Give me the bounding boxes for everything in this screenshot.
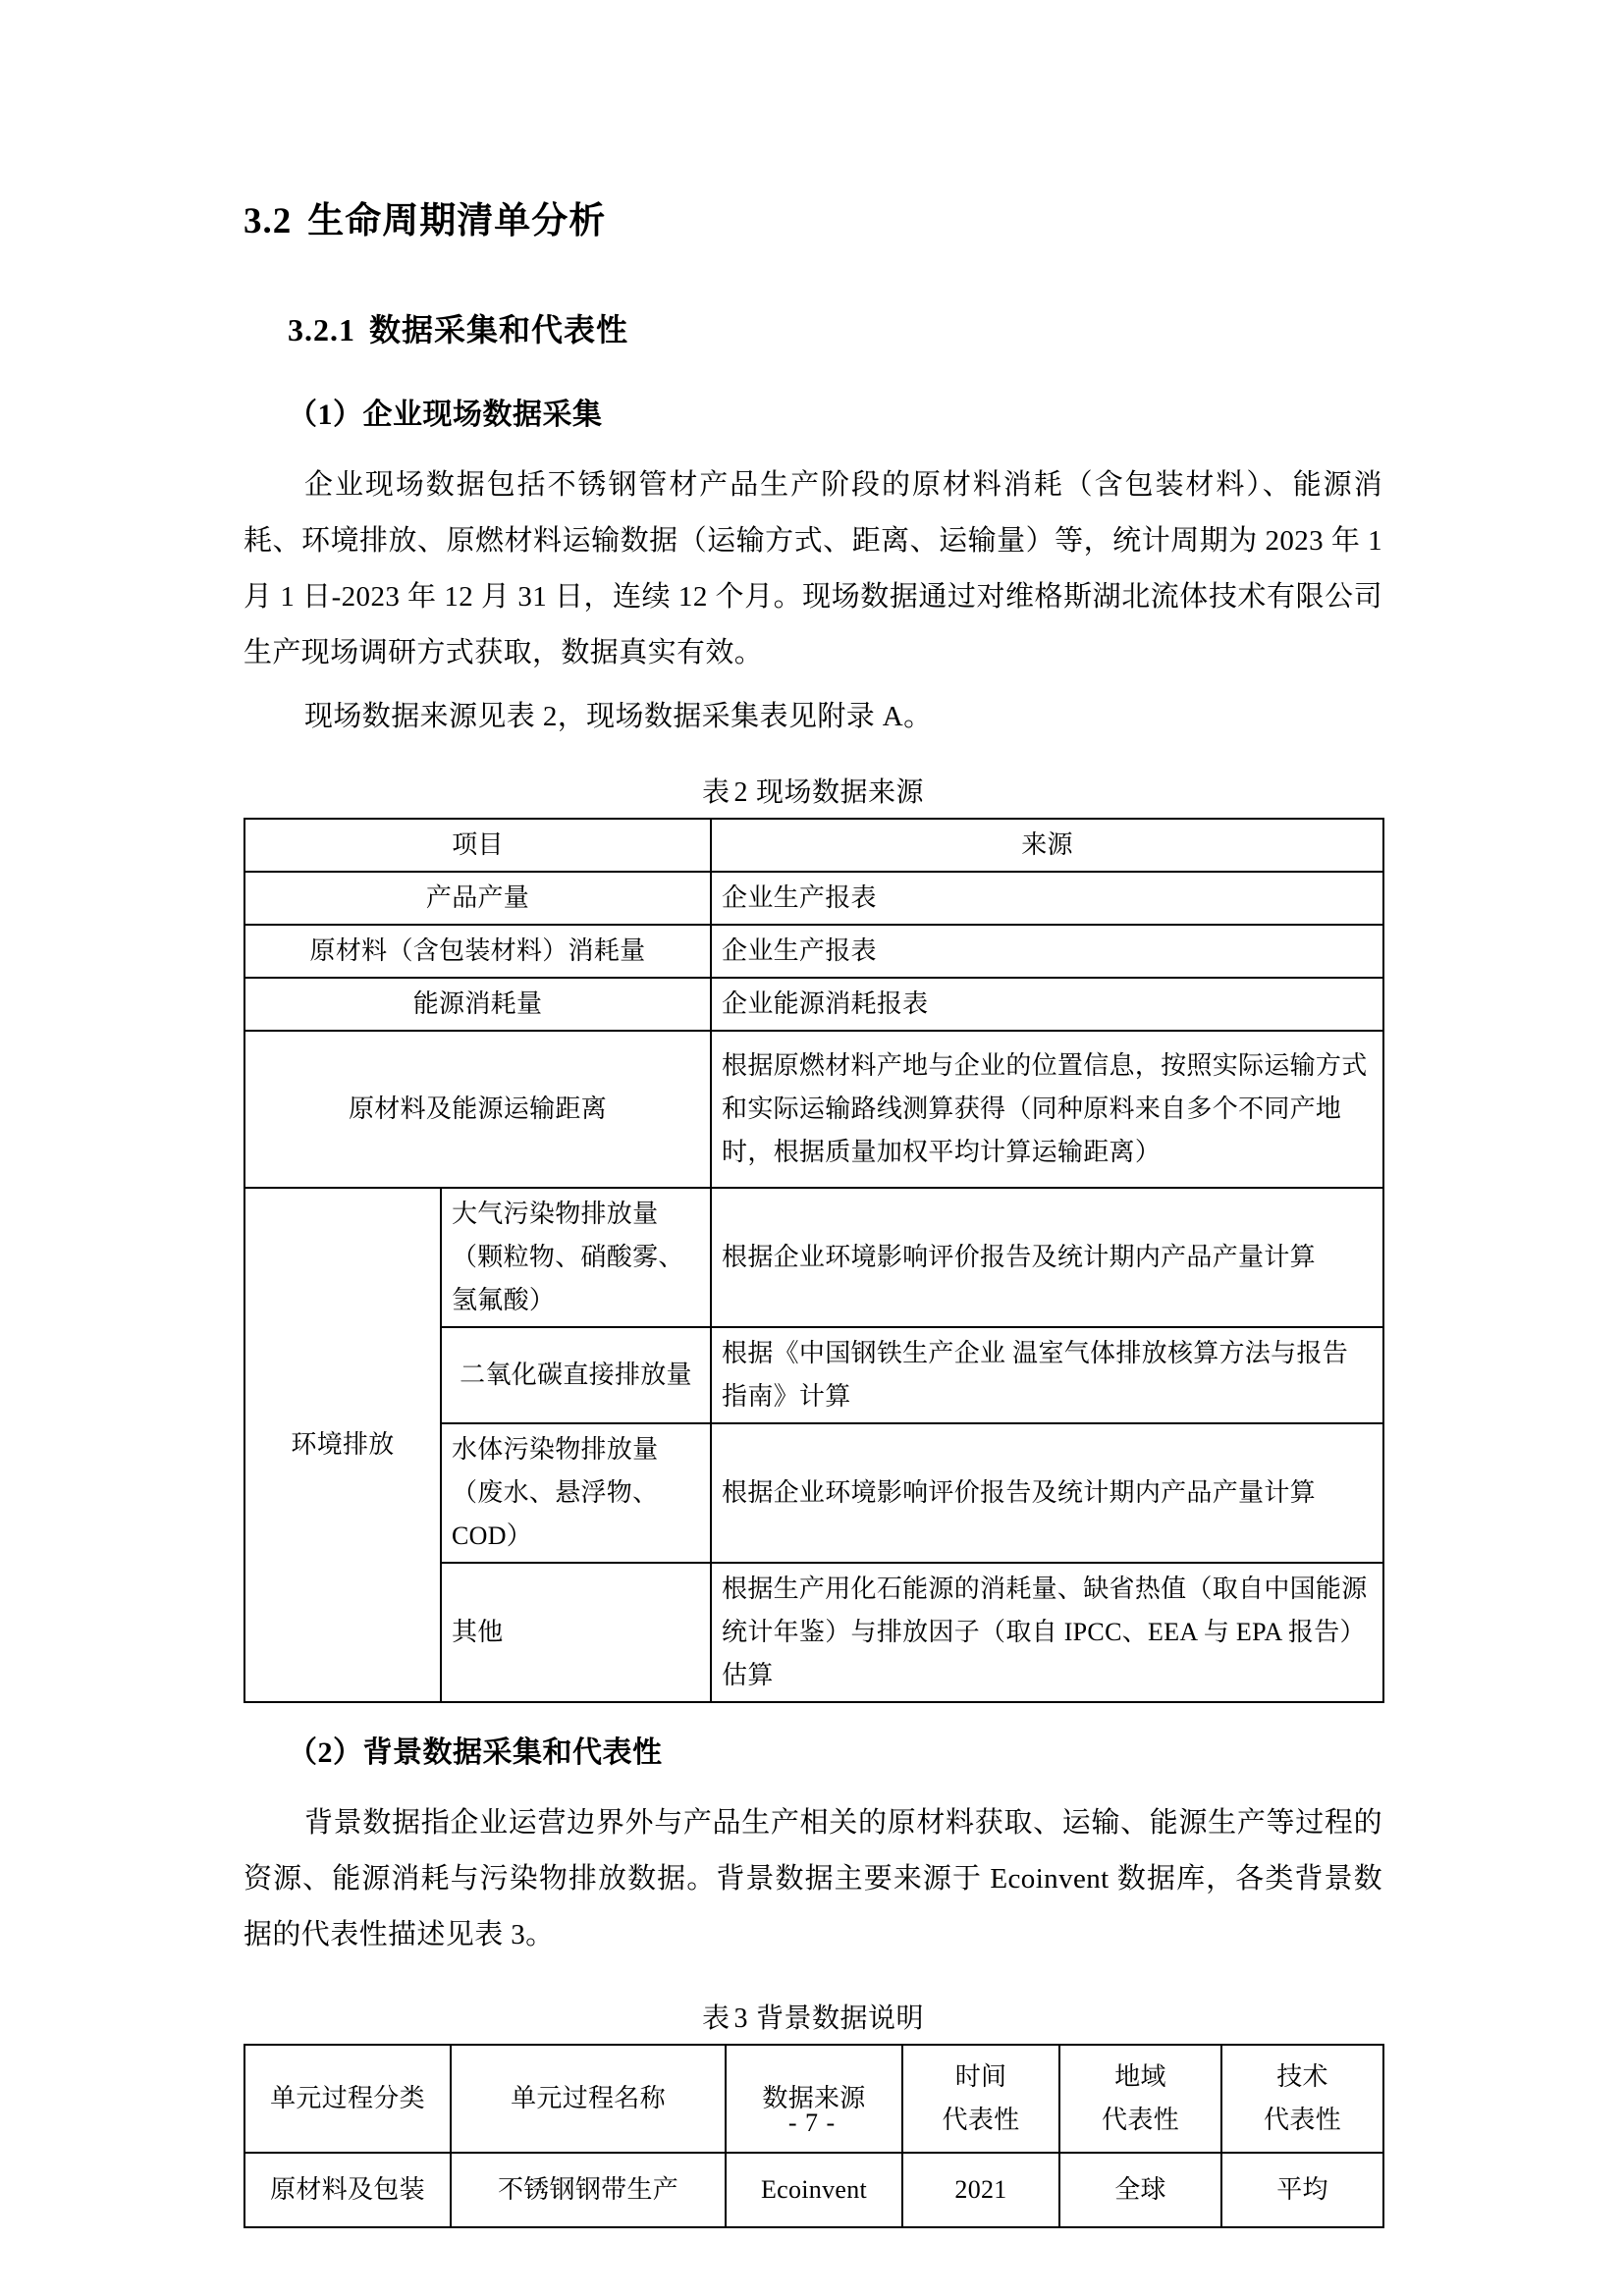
header-line: 代表性 xyxy=(1102,2105,1179,2134)
table-row xyxy=(244,2153,1383,2227)
table2-cell-source: 根据《中国钢铁生产企业 温室气体排放核算方法与报告指南》计算 xyxy=(711,1327,1383,1423)
table3-caption-label: 表 xyxy=(701,2002,731,2034)
table-onsite-data-sources xyxy=(244,818,1384,1703)
table-row xyxy=(244,1188,1383,1327)
table2-cell-item: 能源消耗量 xyxy=(244,978,711,1031)
header-line: 数据来源 xyxy=(762,2083,866,2112)
table-row xyxy=(244,872,1383,925)
section-heading xyxy=(244,196,1382,247)
table3-cell-source: Ecoinvent xyxy=(726,2153,902,2227)
table-row xyxy=(244,978,1383,1031)
table2-group-label-env-emission: 环境排放 xyxy=(244,1188,441,1702)
table2-cell-item: 二氧化碳直接排放量 xyxy=(441,1327,711,1423)
header-line: 地域 xyxy=(1114,2061,1166,2091)
section-number: 3.2 xyxy=(244,201,293,241)
header-line: 单元过程名称 xyxy=(511,2083,666,2112)
subsection-title-text: 数据采集和代表性 xyxy=(369,311,629,347)
table2-header-source: 来源 xyxy=(711,819,1383,872)
table2-cell-item: 原材料（含包装材料）消耗量 xyxy=(244,925,711,978)
item-heading-1: （1）企业现场数据采集 xyxy=(288,398,603,431)
header-line: 代表性 xyxy=(1264,2105,1341,2134)
header-line: 时间 xyxy=(954,2061,1007,2091)
table3-caption xyxy=(244,1997,1382,2036)
paragraph-onsite-source-ref: 现场数据来源见表 2，现场数据采集表见附录 A。 xyxy=(304,700,933,732)
section-title-text: 生命周期清单分析 xyxy=(307,201,607,241)
table3-cell-process: 不锈钢钢带生产 xyxy=(451,2153,726,2227)
subsection-heading xyxy=(288,308,1382,352)
table2-caption xyxy=(244,771,1382,810)
paragraph-onsite-data: 企业现场数据包括不锈钢管材产品生产阶段的原材料消耗（含包装材料）、能源消耗、环境排放、原燃材料运输数据（运输方式、距离、运输量）等，统计周期为 2023 年 1 月 1 日-2023 年 12 月 31 日，连续 12 个月。现场数据通过对维格斯湖北流体技术有限公司生产现场调研方式获取，数据真实有效。 xyxy=(244,468,1382,668)
table3-cell-category: 原材料及包装 xyxy=(244,2153,451,2227)
table2-cell-source: 企业能源消耗报表 xyxy=(711,978,1383,1031)
table2-cell-source: 企业生产报表 xyxy=(711,925,1383,978)
table2-cell-item: 产品产量 xyxy=(244,872,711,925)
table2-cell-item: 其他 xyxy=(441,1563,711,1702)
table2-cell-source: 根据原燃材料产地与企业的位置信息，按照实际运输方式和实际运输路线测算获得（同种原料来自多个不同产地时，根据质量加权平均计算运输距离） xyxy=(711,1031,1383,1188)
table2-cell-item: 原材料及能源运输距离 xyxy=(244,1031,711,1188)
table3-cell-region: 全球 xyxy=(1059,2153,1221,2227)
table2-cell-source: 根据企业环境影响评价报告及统计期内产品产量计算 xyxy=(711,1423,1383,1563)
table2-cell-source: 根据生产用化石能源的消耗量、缺省热值（取自中国能源统计年鉴）与排放因子（取自 IPCC、EEA 与 EPA 报告）估算 xyxy=(711,1563,1383,1702)
table-row xyxy=(244,819,1383,872)
table2-cell-source: 企业生产报表 xyxy=(711,872,1383,925)
table3-caption-title: 背景数据说明 xyxy=(756,2002,925,2034)
table2-cell-item: 大气污染物排放量（颗粒物、硝酸雾、氢氟酸） xyxy=(441,1188,711,1327)
subsection-number: 3.2.1 xyxy=(288,311,355,347)
table2-caption-label: 表 xyxy=(701,776,731,808)
table3-caption-number: 3 xyxy=(733,2002,748,2034)
table2-cell-source: 根据企业环境影响评价报告及统计期内产品产量计算 xyxy=(711,1188,1383,1327)
paragraph-background-data: 背景数据指企业运营边界外与产品生产相关的原材料获取、运输、能源生产等过程的资源、能源消耗与污染物排放数据。背景数据主要来源于 Ecoinvent 数据库，各类背景数据的代表性描述见表 3。 xyxy=(244,1806,1382,1950)
table-row xyxy=(244,925,1383,978)
page-number-footer: - 7 - xyxy=(787,2109,837,2137)
header-line: 技术 xyxy=(1276,2061,1328,2091)
header-line: 单元过程分类 xyxy=(270,2083,425,2112)
table2-cell-item: 水体污染物排放量（废水、悬浮物、COD） xyxy=(441,1423,711,1563)
table2-caption-title: 现场数据来源 xyxy=(756,776,925,808)
table2-header-item: 项目 xyxy=(244,819,711,872)
table2-caption-number: 2 xyxy=(733,776,748,808)
page-content xyxy=(244,196,1382,2228)
table-row xyxy=(244,1031,1383,1188)
table3-cell-tech: 平均 xyxy=(1221,2153,1383,2227)
header-line: 代表性 xyxy=(942,2105,1020,2134)
table3-cell-time: 2021 xyxy=(902,2153,1059,2227)
item-heading-2: （2）背景数据采集和代表性 xyxy=(288,1735,663,1769)
